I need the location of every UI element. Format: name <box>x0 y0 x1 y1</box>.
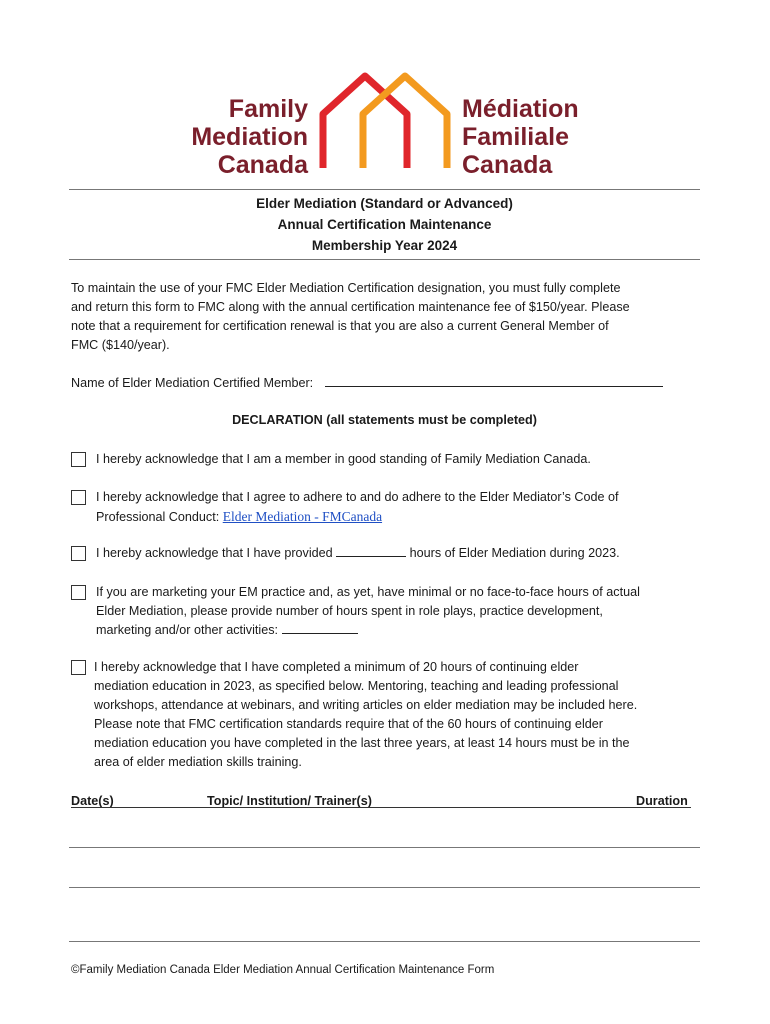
declaration-checkbox-1[interactable] <box>71 452 86 467</box>
column-header-date: Date(s) <box>71 794 114 808</box>
code-of-conduct-link[interactable]: Elder Mediation - FMCanada <box>222 509 383 524</box>
declaration-checkbox-5[interactable] <box>71 660 86 675</box>
title-top-rule <box>69 189 700 190</box>
intro-paragraph <box>71 279 701 355</box>
declaration-item-5-line-6: area of elder mediation skills training. <box>94 755 302 769</box>
title-bottom-rule <box>69 259 700 260</box>
declaration-item-2-line-2 <box>96 507 702 527</box>
declaration-item-3-suffix: hours of Elder Mediation during 2023. <box>409 546 620 560</box>
column-header-duration: Duration <box>636 794 688 808</box>
footer-copyright: ©Family Mediation Canada Elder Mediation Annual Certification Maintenance Form <box>71 964 495 976</box>
logo-en-line-1: Family <box>228 95 308 123</box>
declaration-checkbox-2[interactable] <box>71 490 86 505</box>
declaration-item-2-line-1: I hereby acknowledge that I agree to adhere to and do adhere to the Elder Mediator’s Code of <box>96 490 619 504</box>
declaration-item-5-line-2: mediation education in 2023, as specified below. Mentoring, teaching and leading professional <box>94 679 619 693</box>
name-field-input[interactable] <box>325 374 663 387</box>
table-row-line-1[interactable] <box>69 847 700 848</box>
declaration-item-3-prefix: I hereby acknowledge that I have provided <box>96 546 333 560</box>
declaration-item-2-prefix: Professional Conduct: <box>96 510 223 524</box>
declaration-item-5-line-4: Please note that FMC certification standards require that of the 60 hours of continuing elder <box>94 717 603 731</box>
intro-line-1: To maintain the use of your FMC Elder Mediation Certification designation, you must fully complete <box>71 281 621 295</box>
declaration-item-5-line-1: I hereby acknowledge that I have completed a minimum of 20 hours of continuing elder <box>94 660 579 674</box>
logo-text-english <box>190 95 308 179</box>
logo-houses-icon <box>315 70 457 174</box>
declaration-checkbox-4[interactable] <box>71 585 86 600</box>
declaration-item-5-line-5: mediation education you have completed in the last three years, at least 14 hours must be in the <box>94 736 630 750</box>
declaration-item-1 <box>96 450 702 469</box>
intro-line-2: and return this form to FMC along with the annual certification maintenance fee of $150/year. Please <box>71 300 630 314</box>
logo-en-line-3: Canada <box>217 151 308 179</box>
intro-line-3: note that a requirement for certification renewal is that you are also a current General Member of <box>71 319 609 333</box>
logo-fr-line-2: Familiale <box>462 123 569 151</box>
other-activities-hours-input[interactable] <box>282 621 358 634</box>
table-row-line-3[interactable] <box>69 941 700 942</box>
declaration-item-5 <box>94 658 700 772</box>
form-title <box>69 193 700 256</box>
table-header-underline <box>71 807 691 808</box>
declaration-item-4-line-1: If you are marketing your EM practice and, as yet, have minimal or no face-to-face hours of actual <box>96 585 640 599</box>
declaration-heading: DECLARATION (all statements must be completed) <box>232 413 537 427</box>
column-header-topic: Topic/ Institution/ Trainer(s) <box>207 794 372 808</box>
declaration-item-4 <box>96 583 702 640</box>
declaration-item-1-text: I hereby acknowledge that I am a member in good standing of Family Mediation Canada. <box>96 452 591 466</box>
declaration-item-5-line-3: workshops, attendance at webinars, and writing articles on elder mediation may be included here. <box>94 698 638 712</box>
title-line-1: Elder Mediation (Standard or Advanced) <box>256 196 513 211</box>
title-line-3: Membership Year 2024 <box>311 238 458 253</box>
declaration-item-4-line-3 <box>96 621 702 640</box>
logo-fr-line-3: Canada <box>462 151 553 179</box>
declaration-item-3 <box>96 544 702 563</box>
intro-line-4: FMC ($140/year). <box>71 338 170 352</box>
table-row-line-2[interactable] <box>69 887 700 888</box>
name-field-row <box>71 374 701 393</box>
name-field-label: Name of Elder Mediation Certified Member: <box>71 376 314 390</box>
title-line-2: Annual Certification Maintenance <box>277 217 492 232</box>
logo-fr-line-1: Médiation <box>462 95 579 123</box>
logo-en-line-2: Mediation <box>191 123 308 151</box>
elder-mediation-hours-input[interactable] <box>336 544 406 557</box>
declaration-item-2 <box>96 488 702 527</box>
logo-text-french <box>462 95 622 179</box>
declaration-item-4-line-2: Elder Mediation, please provide number of hours spent in role plays, practice development, <box>96 604 603 618</box>
declaration-item-4-prefix: marketing and/or other activities: <box>96 623 278 637</box>
declaration-checkbox-3[interactable] <box>71 546 86 561</box>
